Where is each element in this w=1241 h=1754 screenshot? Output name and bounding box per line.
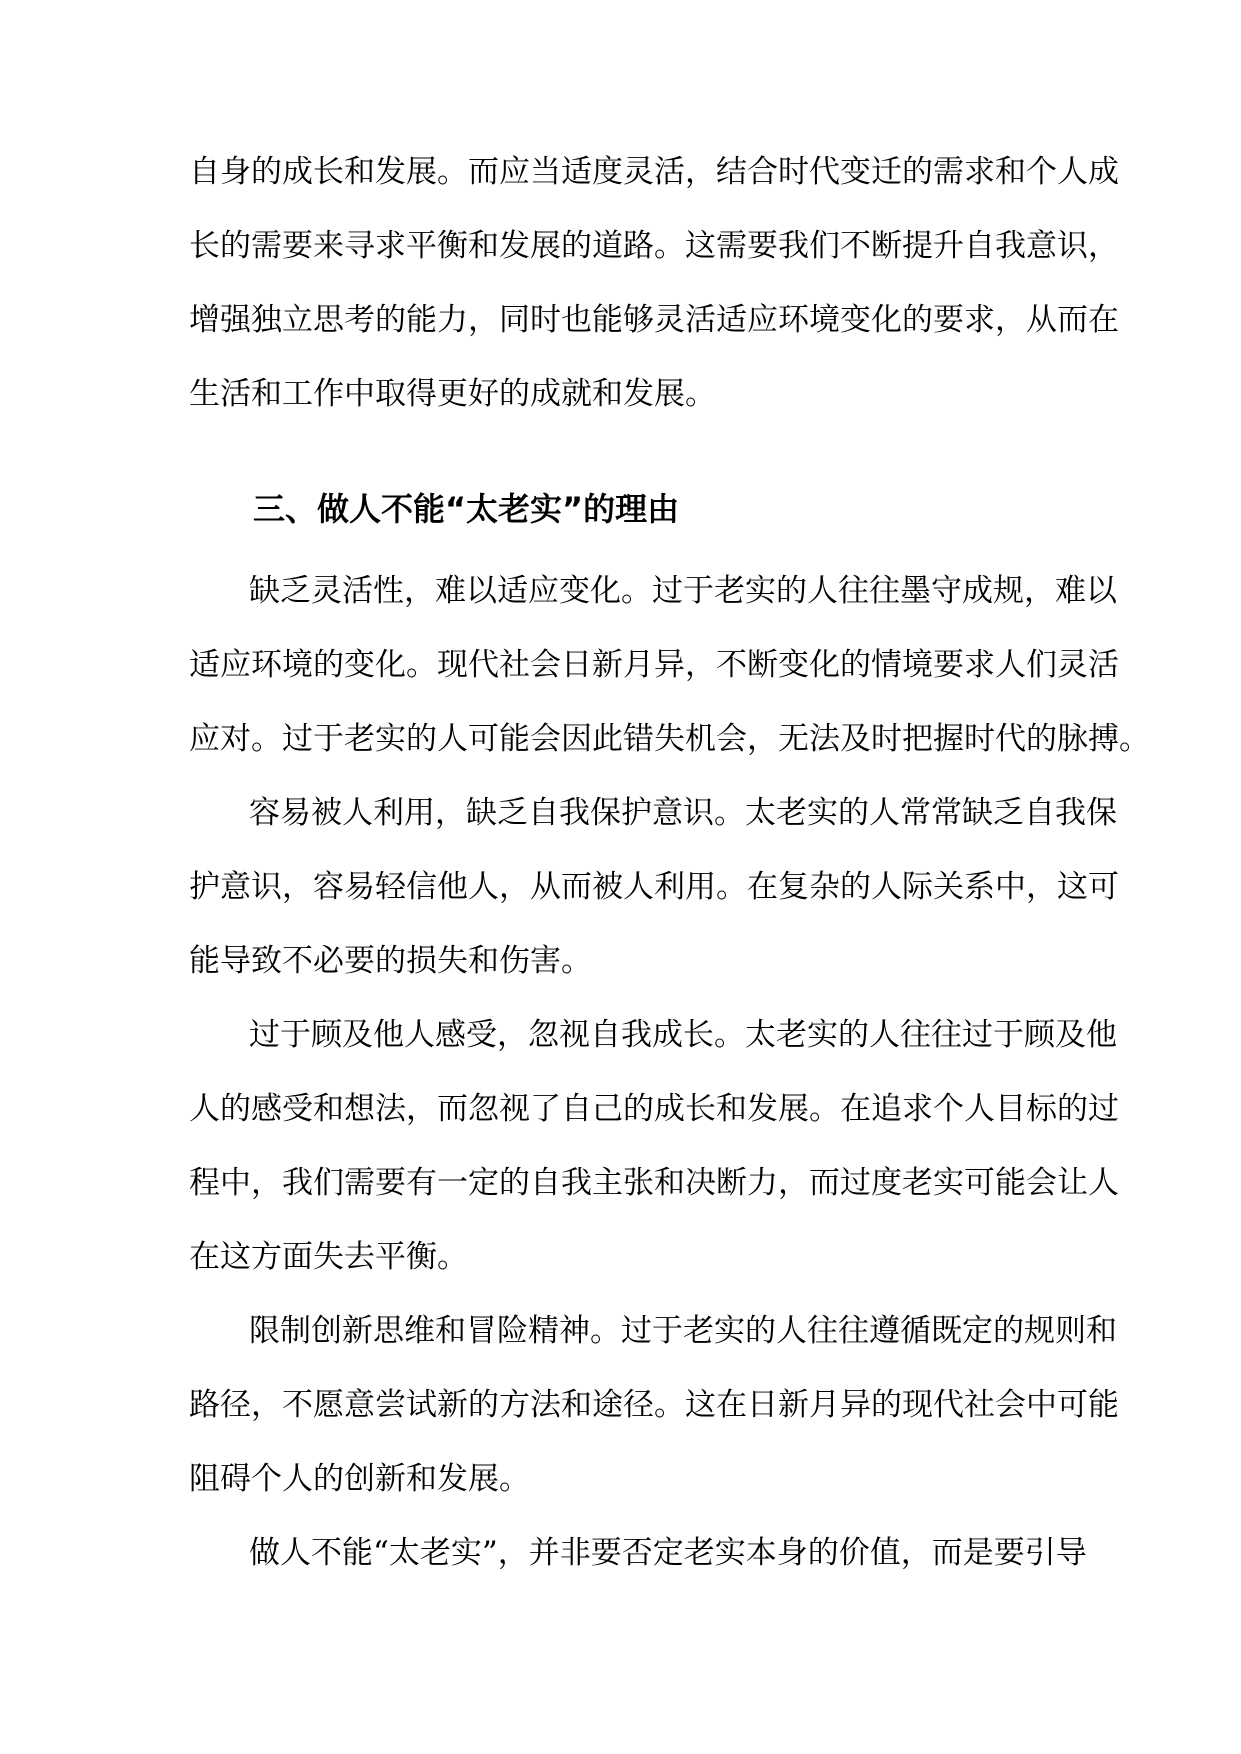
paragraph-line: 缺乏灵活性，难以适应变化。过于老实的人往往墨守成规，难以 [249, 573, 1117, 609]
paragraph-line: 程中，我们需要有一定的自我主张和决断力，而过度老实可能会让人 [189, 1165, 1119, 1201]
paragraph-line: 增强独立思考的能力，同时也能够灵活适应环境变化的要求，从而在 [189, 302, 1119, 338]
paragraph-line: 护意识，容易轻信他人，从而被人利用。在复杂的人际关系中，这可 [189, 869, 1119, 905]
paragraph-line: 路径，不愿意尝试新的方法和途径。这在日新月异的现代社会中可能 [189, 1387, 1119, 1423]
paragraph-line: 适应环境的变化。现代社会日新月异，不断变化的情境要求人们灵活 [189, 647, 1119, 683]
paragraph-line: 在这方面失去平衡。 [189, 1239, 468, 1275]
paragraph-line: 阻碍个人的创新和发展。 [189, 1461, 530, 1497]
paragraph-line: 人的感受和想法，而忽视了自己的成长和发展。在追求个人目标的过 [189, 1091, 1119, 1127]
section-heading: 三、做人不能“太老实”的理由 [253, 490, 680, 528]
paragraph-line: 能导致不必要的损失和伤害。 [189, 943, 592, 979]
paragraph-line: 应对。过于老实的人可能会因此错失机会，无法及时把握时代的脉搏。 [189, 721, 1150, 757]
paragraph-line: 长的需要来寻求平衡和发展的道路。这需要我们不断提升自我意识， [189, 228, 1119, 264]
paragraph-line: 容易被人利用，缺乏自我保护意识。太老实的人常常缺乏自我保 [249, 795, 1117, 831]
paragraph-line: 自身的成长和发展。而应当适度灵活，结合时代变迁的需求和个人成 [189, 154, 1119, 190]
paragraph-line: 过于顾及他人感受，忽视自我成长。太老实的人往往过于顾及他 [249, 1017, 1117, 1053]
paragraph-line: 限制创新思维和冒险精神。过于老实的人往往遵循既定的规则和 [249, 1313, 1117, 1349]
paragraph-line: 生活和工作中取得更好的成就和发展。 [189, 376, 716, 412]
paragraph-line: 做人不能“太老实”，并非要否定老实本身的价值，而是要引导 [249, 1535, 1087, 1571]
